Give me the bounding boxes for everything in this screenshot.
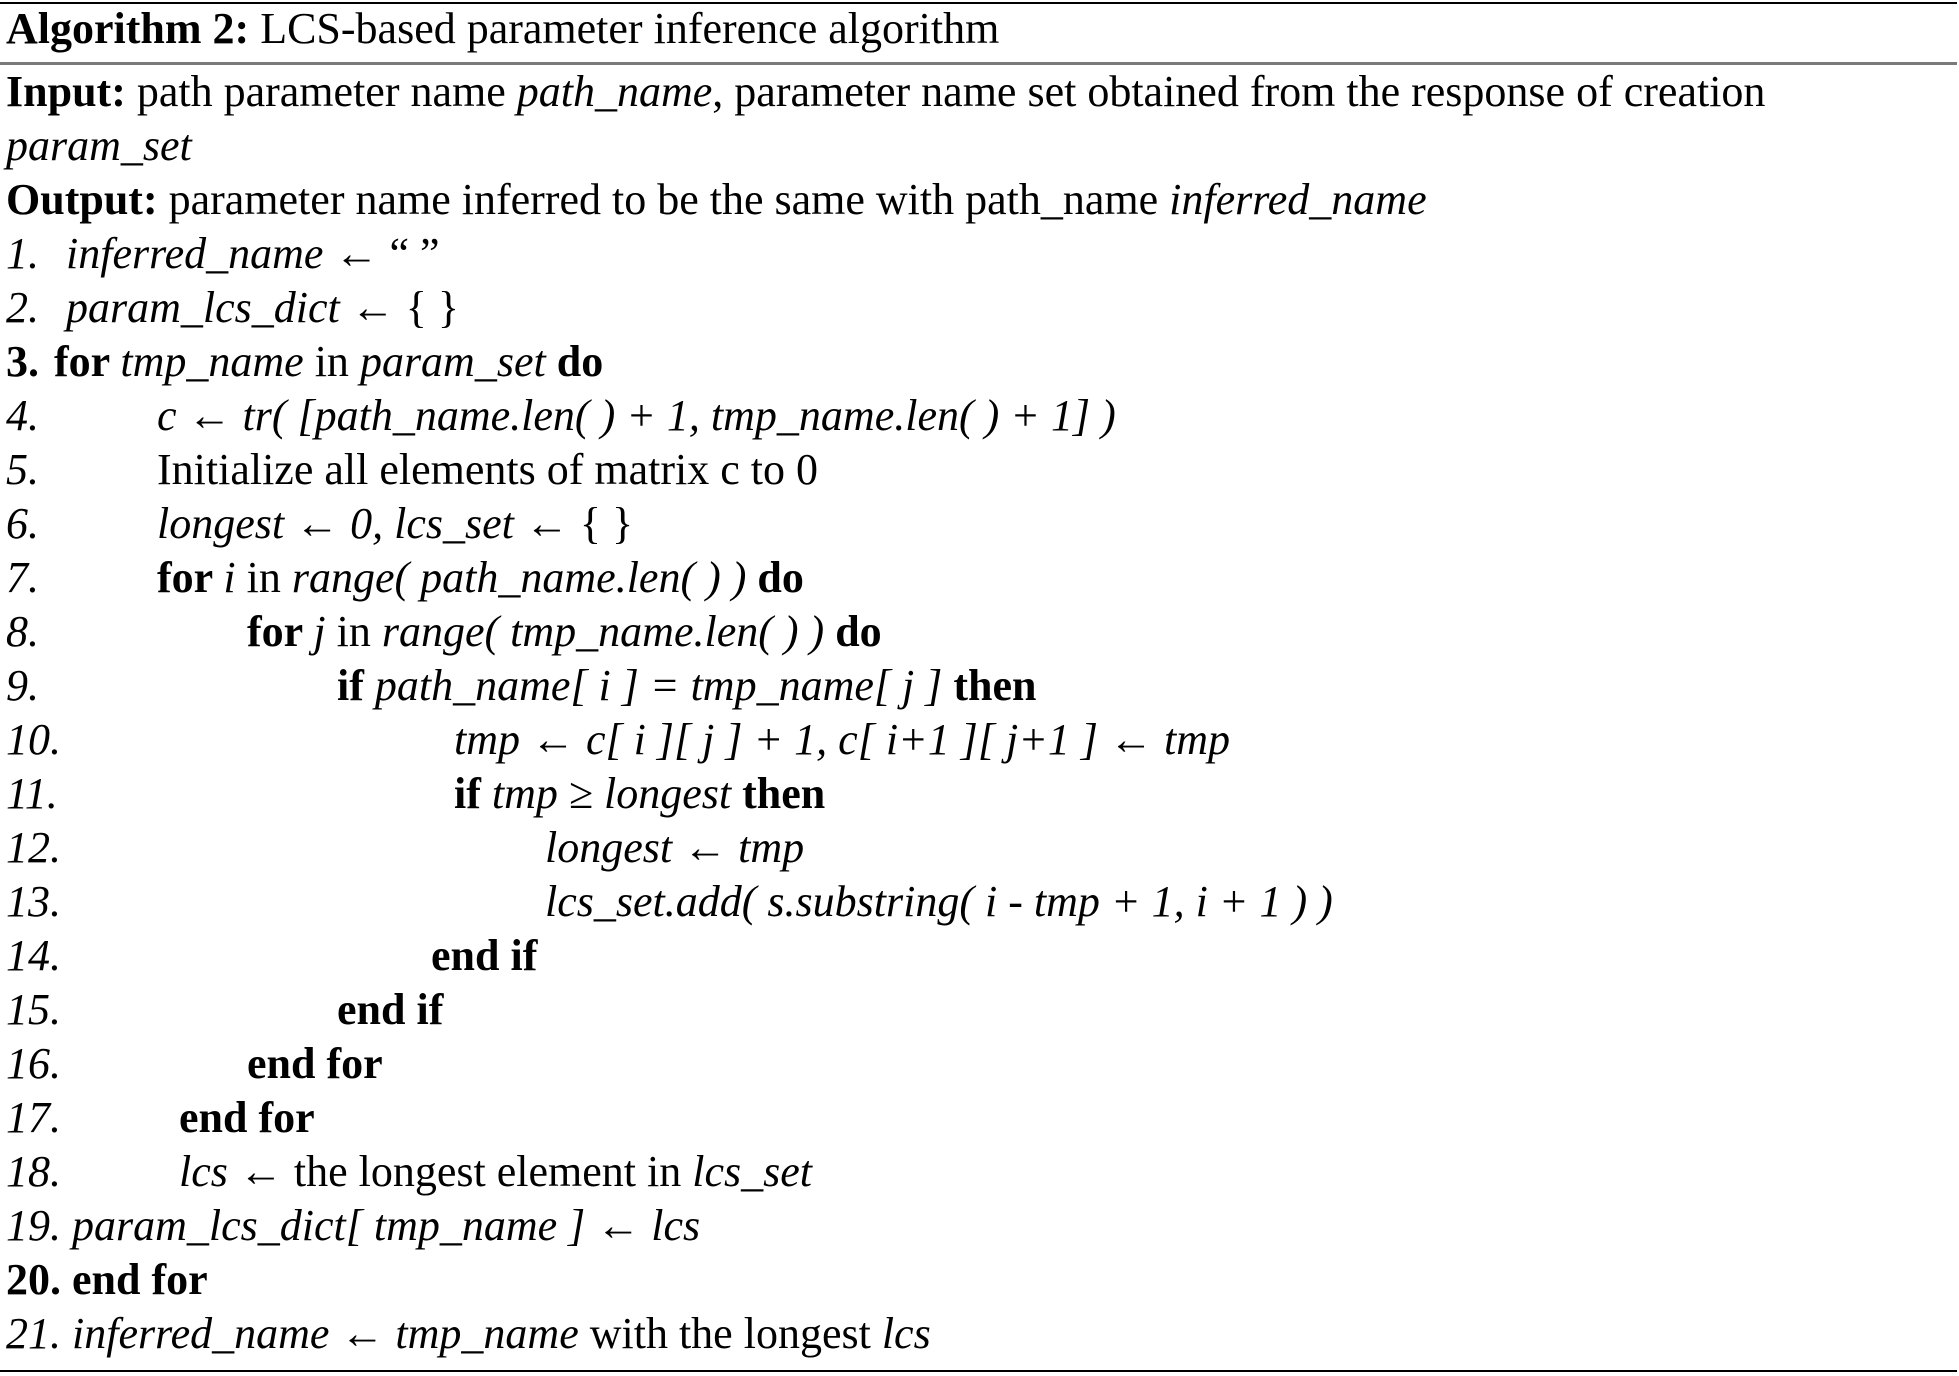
text-segment: j [313,607,326,656]
step-number: 5. [6,445,39,494]
step-content [66,227,440,281]
step-number: 10. [6,715,61,764]
text-segment: c ← tr( [path_name.len( ) + 1, tmp_name.len( ) + 1] ) [157,391,1116,440]
algorithm-title [6,2,999,56]
step-number: 20. [6,1255,61,1304]
text-segment: parameter name inferred to be the same with path_name [157,175,1170,224]
text-segment: tmp ← c[ i ][ j ] + 1, c[ i+1 ][ j+1 ] ← tmp [454,715,1231,764]
text-segment: param_lcs_dict[ tmp_name ] ← lcs [72,1201,701,1250]
text-segment: , parameter name set obtained from the response of creation [712,67,1766,116]
step-number: 14. [6,931,61,980]
output-line [6,173,1427,227]
input-continuation [6,119,192,173]
step-number: 9. [6,661,39,710]
step-content [337,659,1036,713]
text-segment: inferred_name ← tmp_name [72,1309,579,1358]
text-segment: ← “ ” [323,229,440,278]
text-segment: path_name [516,67,713,116]
output-label: Output: [6,175,158,224]
step-content [72,1199,700,1253]
text-segment: ← the longest element in [227,1147,693,1196]
text-segment: lcs_set [692,1147,812,1196]
text-segment: end if [431,931,538,980]
step-number: 16. [6,1039,61,1088]
text-segment: do [824,607,882,656]
step-content [247,1037,383,1091]
step-content [72,1253,208,1307]
text-segment: end for [72,1255,208,1304]
text-segment: path parameter name [125,67,517,116]
step-number: 17. [6,1093,61,1142]
text-segment: param_lcs_dict [66,283,340,332]
text-segment: if [337,661,375,710]
step-number: 13. [6,877,61,926]
text-segment: range( path_name.len( ) ) [291,553,747,602]
step-content [431,929,537,983]
step-content [179,1091,315,1145]
text-segment: i [223,553,236,602]
text-segment: end for [247,1039,383,1088]
text-segment: Initialize all elements of matrix c to 0 [157,445,818,494]
text-segment: do [746,553,804,602]
step-content [545,875,1333,929]
text-segment: end for [179,1093,315,1142]
step-content [157,551,804,605]
text-segment: lcs [179,1147,228,1196]
step-number: 11. [6,769,58,818]
step-number: 15. [6,985,61,1034]
step-number: 6. [6,499,39,548]
text-segment: in [235,553,292,602]
text-segment: lcs_set.add( s.substring( i - tmp + 1, i + 1 ) ) [545,877,1333,926]
algorithm-title-label: Algorithm 2: [6,4,250,53]
text-segment: longest ← 0, lcs_set ← [157,499,580,548]
text-segment: range( tmp_name.len( ) ) [381,607,825,656]
text-segment: ← { } [339,283,460,332]
text-segment: in [303,337,360,386]
step-number: 2. [6,283,39,332]
step-content [454,713,1230,767]
step-number: 1. [6,229,39,278]
text-segment: if [454,769,492,818]
text-segment: do [545,337,604,386]
step-content [337,983,443,1037]
text-segment: lcs [881,1309,931,1358]
text-segment: param_set [359,337,546,386]
text-segment: tmp ≥ longest [491,769,732,818]
step-content [72,1307,931,1361]
step-number: 19. [6,1201,61,1250]
step-content [157,497,633,551]
algorithm-title-text: LCS-based parameter inference algorithm [249,4,1000,53]
text-segment: path_name[ i ] = tmp_name[ j ] [374,661,943,710]
text-segment: for [247,607,314,656]
text-segment: param_set [6,121,192,170]
step-content [54,335,603,389]
step-number: 21. [6,1309,61,1358]
step-content [179,1145,812,1199]
input-description-cont [6,121,192,170]
text-segment: in [325,607,382,656]
text-segment: tmp_name [120,337,304,386]
step-content [157,443,818,497]
step-number: 18. [6,1147,61,1196]
bottom-rule [0,1370,1957,1372]
input-label: Input: [6,67,126,116]
text-segment: then [731,769,826,818]
text-segment: inferred_name [66,229,324,278]
step-number: 8. [6,607,39,656]
text-segment: end if [337,985,444,1034]
step-number: 7. [6,553,39,602]
input-description [126,67,1766,116]
text-segment: for [157,553,224,602]
step-content [157,389,1116,443]
step-number: 4. [6,391,39,440]
text-segment: with the longest [578,1309,882,1358]
text-segment: for [54,337,121,386]
text-segment: { } [579,499,634,548]
output-description [158,175,1427,224]
step-number: 12. [6,823,61,872]
step-number: 3. [6,337,39,386]
input-line [6,65,1765,119]
step-content [66,281,459,335]
text-segment: longest ← tmp [545,823,805,872]
step-content [454,767,825,821]
text-segment: inferred_name [1169,175,1427,224]
step-content [545,821,804,875]
text-segment: then [942,661,1037,710]
step-content [247,605,882,659]
